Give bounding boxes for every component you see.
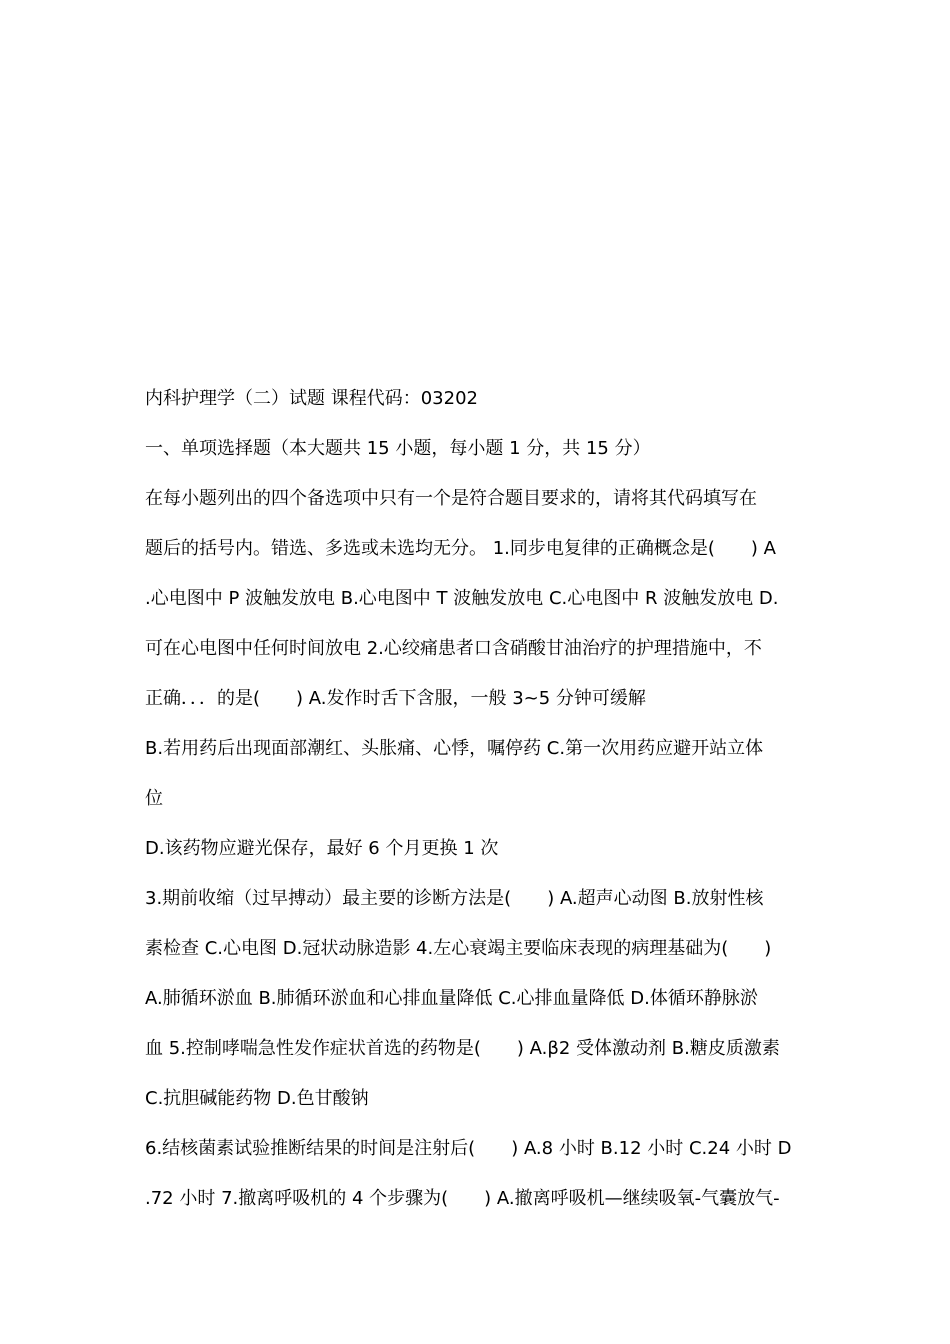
text-line: B.若用药后出现面部潮红、头胀痛、心悸，嘱停药 C.第一次用药应避开站立体	[145, 738, 764, 759]
text-line: 3.期前收缩（过早搏动）最主要的诊断方法是( ) A.超声心动图 B.放射性核	[145, 888, 764, 909]
text-line: 正确．．．的是( ) A.发作时舌下含服，一般 3~5 分钟可缓解	[145, 688, 646, 709]
text-line: A.肺循环淤血 B.肺循环淤血和心排血量降低 C.心排血量降低 D.体循环静脉淤	[145, 988, 758, 1009]
text-line: 可在心电图中任何时间放电 2.心绞痛患者口含硝酸甘油治疗的护理措施中，不	[145, 638, 762, 659]
text-line: 位	[145, 788, 163, 809]
text-line: D.该药物应避光保存，最好 6 个月更换 1 次	[145, 838, 499, 859]
text-line: .心电图中 P 波触发放电 B.心电图中 T 波触发放电 C.心电图中 R 波触发放电 D.	[145, 588, 779, 609]
text-line: 血 5.控制哮喘急性发作症状首选的药物是( ) A.β2 受体激动剂 B.糖皮质激素	[145, 1038, 780, 1059]
section-heading: 一、单项选择题（本大题共 15 小题，每小题 1 分，共 15 分）	[145, 438, 651, 459]
text-line: C.抗胆碱能药物 D.色甘酸钠	[145, 1088, 369, 1109]
text-line: 素检查 C.心电图 D.冠状动脉造影 4.左心衰竭主要临床表现的病理基础为( )	[145, 938, 772, 959]
text-line: .72 小时 7.撤离呼吸机的 4 个步骤为( ) A.撤离呼吸机—继续吸氧-气囊放气-	[145, 1188, 780, 1209]
title-line: 内科护理学（二）试题 课程代码：03202	[145, 388, 478, 409]
text-line: 题后的括号内。错选、多选或未选均无分。 1.同步电复律的正确概念是( ) A	[145, 538, 776, 559]
document-body	[145, 381, 810, 1231]
text-line: 在每小题列出的四个备选项中只有一个是符合题目要求的，请将其代码填写在	[145, 488, 757, 509]
text-line: 6.结核菌素试验推断结果的时间是注射后( ) A.8 小时 B.12 小时 C.24 小时 D	[145, 1138, 792, 1159]
